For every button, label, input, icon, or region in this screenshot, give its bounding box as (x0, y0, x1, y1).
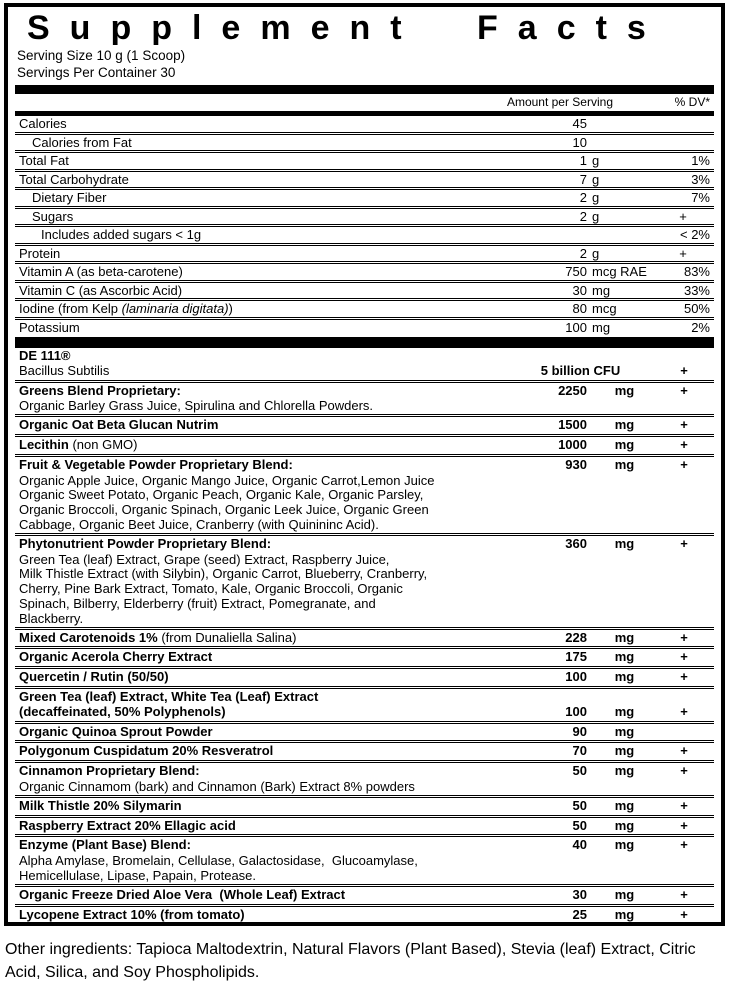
nutrient-name (15, 117, 499, 131)
nutrient-name-italic: (laminaria digitata) (121, 301, 229, 316)
ingredient-row (15, 795, 714, 815)
nutrient-row (15, 261, 714, 280)
ingredient-name-bold: Organic Quinoa Sprout Powder (19, 723, 213, 739)
ingredient-name (15, 349, 499, 379)
ingredient-row (15, 884, 714, 904)
ingredient-row (15, 533, 714, 553)
ingredient-sublist-line: Cherry, Pine Bark Extract, Tomato, Kale, Organic Broccoli, Organic (19, 581, 403, 597)
ingredient-sublist-line: Organic Broccoli, Organic Spinach, Organic Leek Juice, Organic Green (19, 502, 429, 518)
nutrient-name (15, 321, 499, 335)
ingredient-daily-value: + (680, 629, 688, 645)
nutrient-name-text: Includes added sugars < 1g (41, 227, 202, 242)
nutrient-unit: g (592, 208, 600, 224)
ingredient-name (15, 764, 499, 779)
nutrient-unit: mcg (592, 301, 617, 316)
nutrient-name-text: Vitamin C (as Ascorbic Acid) (19, 282, 183, 298)
nutrient-daily-value: 3% (691, 171, 710, 187)
ingredient-amount: 2250 (558, 382, 587, 398)
ingredient-unit: mg (614, 535, 635, 551)
nutrient-name-text: Total Fat (19, 153, 69, 168)
nutrient-unit: g (592, 190, 600, 205)
nutrient-name-text: Calories from Fat (32, 134, 132, 150)
ingredient-unit: mg (614, 703, 635, 719)
nutrient-amount: 100 (565, 319, 587, 335)
ingredient-daily-value: + (680, 417, 688, 433)
nutrient-daily-value: < 2% (680, 227, 710, 242)
ingredient-daily-value: + (680, 837, 688, 853)
ingredient-daily-value: + (680, 456, 688, 472)
nutrient-daily-value: 2% (691, 319, 710, 335)
ingredient-daily-value: + (680, 669, 688, 685)
ingredient-name-bold: Green Tea (leaf) Extract, White Tea (Leaf) Extract (19, 688, 319, 704)
nutrient-amount: 2 (579, 208, 587, 224)
ingredient-name-line2: Bacillus Subtilis (19, 362, 110, 378)
ingredient-row (15, 434, 714, 454)
serving-size: Serving Size 10 g (1 Scoop) (17, 48, 186, 63)
ingredient-amount: 90 (572, 723, 587, 739)
ingredient-row (15, 760, 714, 780)
nutrient-daily-value: 1% (691, 153, 710, 168)
ingredient-daily-value: + (680, 817, 688, 833)
ingredient-sublist-line: Organic Apple Juice, Organic Mango Juice, Organic Carrot,Lemon Juice (19, 472, 435, 488)
nutrient-amount: 45 (572, 116, 587, 131)
ingredient-daily-value: + (680, 649, 688, 665)
nutrient-name-text: Iodine (from Kelp (19, 301, 122, 316)
ingredient-amount: 40 (572, 837, 587, 853)
ingredient-name (15, 438, 499, 453)
ingredient-name (15, 384, 499, 399)
nutrient-unit: mg (592, 282, 611, 298)
amount-column-header: Amount per Serving (506, 95, 613, 109)
nutrient-row (15, 224, 714, 243)
divider-bar-top (15, 85, 714, 94)
nutrient-name (15, 302, 499, 316)
ingredient-row (15, 740, 714, 760)
ingredient-name-bold: Milk Thistle 20% Silymarin (19, 797, 182, 813)
nutrient-name-text: Protein (19, 245, 61, 261)
ingredient-daily-value: + (680, 436, 688, 452)
ingredient-name (15, 888, 499, 903)
ingredient-sublist-line: Hemicellulase, Lipase, Papain, Protease. (19, 867, 257, 883)
ingredient-daily-value: + (680, 763, 688, 779)
dv-column-header: % DV* (674, 95, 710, 109)
ingredient-row (15, 414, 714, 434)
nutrient-daily-value: + (679, 208, 687, 224)
ingredient-amount: 360 (565, 535, 587, 551)
nutrient-unit: mcg RAE (592, 264, 647, 279)
ingredient-row (15, 380, 714, 400)
ingredient-row (15, 923, 714, 926)
ingredient-sublist-line: Milk Thistle Extract (with Silybin), Organic Carrot, Blueberry, Cranberry, (19, 566, 428, 582)
other-ingredients: Other ingredients: Tapioca Maltodextrin, Natural Flavors (Plant Based), Stevia (leaf) Extract, Citric Acid, Silica, and Soy Phospholipids. (5, 941, 696, 981)
nutrient-name (15, 154, 499, 168)
ingredient-name-bold: Lycopene Extract 10% (from tomato) (19, 906, 245, 922)
nutrient-amount: 7 (579, 171, 587, 187)
ingredient-unit: mg (614, 456, 635, 472)
ingredient-name (15, 650, 499, 665)
ingredient-daily-value: + (680, 535, 688, 551)
ingredient-unit: mg (614, 797, 635, 813)
ingredient-unit: mg (614, 743, 635, 759)
ingredient-name (15, 908, 499, 923)
nutrient-unit: mg (592, 319, 611, 335)
nutrient-name (15, 284, 499, 298)
ingredient-sublist-line: Organic Sweet Potato, Organic Peach, Organic Kale, Organic Parsley, (19, 487, 424, 503)
divider-bar-middle (15, 337, 714, 348)
nutrient-daily-value: + (679, 245, 687, 261)
nutrient-row (15, 169, 714, 188)
ingredient-daily-value: + (680, 382, 688, 398)
nutrient-amount: 750 (565, 264, 587, 279)
ingredient-name-bold: Mixed Carotenoids 1% (19, 629, 158, 645)
nutrient-name (15, 247, 499, 261)
nutrient-amount: 10 (572, 134, 587, 150)
ingredient-name (15, 725, 499, 740)
nutrient-row (15, 116, 714, 132)
ingredient-unit: mg (614, 906, 635, 922)
ingredient-amount: 50 (572, 797, 587, 813)
ingredient-name (15, 838, 499, 853)
nutrient-name-text: Dietary Fiber (32, 190, 107, 205)
nutrient-amount: 80 (572, 301, 587, 316)
ingredient-unit: mg (614, 837, 635, 853)
ingredient-amount: 100 (565, 669, 587, 685)
nutrient-amount: 2 (579, 190, 587, 205)
nutrient-name-text: Calories (19, 116, 67, 131)
nutrient-name-text: Sugars (32, 208, 74, 224)
ingredient-daily-value: + (680, 703, 688, 719)
ingredient-amount: 25 (572, 906, 587, 922)
nutrient-row (15, 280, 714, 299)
nutrient-name (15, 210, 499, 224)
nutrient-amount: 2 (579, 245, 587, 261)
ingredient-name (15, 744, 499, 759)
ingredient-unit: mg (614, 817, 635, 833)
nutrient-name (15, 228, 499, 242)
ingredient-unit: mg (614, 382, 635, 398)
ingredients-section (15, 348, 714, 926)
ingredient-amount: 50 (572, 817, 587, 833)
ingredient-unit: mg (614, 629, 635, 645)
ingredient-amount: 175 (565, 649, 587, 665)
ingredient-row (15, 454, 714, 474)
ingredient-amount: 100 (565, 703, 587, 719)
ingredient-name (15, 537, 499, 552)
ingredient-amount: 30 (572, 886, 587, 902)
ingredient-row (15, 627, 714, 647)
ingredient-name-bold: Fruit & Vegetable Powder Proprietary Blend: (19, 456, 293, 472)
ingredient-sublist-line: Cabbage, Organic Beet Juice, Cranberry (with Quinininc Acid). (19, 516, 379, 532)
ingredient-name (15, 690, 499, 720)
ingredient-sublist-line: Green Tea (leaf) Extract, Grape (seed) Extract, Raspberry Juice, (19, 551, 390, 567)
ingredient-unit: mg (614, 763, 635, 779)
ingredient-unit: mg (614, 649, 635, 665)
ingredient-daily-value: + (680, 797, 688, 813)
nutrient-unit: g (592, 153, 600, 168)
nutrient-row (15, 298, 714, 317)
nutrient-name (15, 265, 499, 279)
ingredient-name-bold: Cinnamon Proprietary Blend: (19, 763, 200, 779)
ingredient-row (15, 721, 714, 741)
ingredient-name-bold: Greens Blend Proprietary: (19, 382, 181, 398)
nutrient-daily-value: 50% (683, 301, 710, 316)
ingredient-name-bold: Organic Oat Beta Glucan Nutrim (19, 417, 219, 433)
column-header-row (15, 94, 714, 111)
nutrient-daily-value: 83% (683, 264, 710, 279)
ingredient-daily-value: + (680, 906, 688, 922)
ingredient-name-bold: Enzyme (Plant Base) Blend: (19, 837, 191, 853)
ingredient-name-bold: Raspberry Extract 20% Ellagic acid (19, 817, 236, 833)
ingredient-sublist-line: Organic Cinnamom (bark) and Cinnamon (Bark) Extract 8% powders (19, 778, 415, 794)
nutrition-facts-section (15, 116, 714, 335)
nutrient-daily-value: 33% (683, 282, 710, 298)
ingredient-name (15, 458, 499, 473)
nutrient-name-suffix: ) (228, 301, 233, 316)
ingredient-name (15, 799, 499, 814)
ingredient-row (15, 904, 714, 924)
ingredient-amount: 1000 (558, 436, 587, 452)
ingredient-unit: mg (614, 669, 635, 685)
nutrient-amount: 1 (579, 153, 587, 168)
ingredient-daily-value: + (680, 362, 688, 378)
ingredient-row (15, 834, 714, 854)
ingredient-unit: mg (614, 886, 635, 902)
ingredient-name (15, 418, 499, 433)
ingredient-name (15, 819, 499, 834)
ingredient-name-bold: DE 111® (19, 348, 71, 363)
ingredient-row (15, 815, 714, 835)
ingredient-amount: 70 (572, 743, 587, 759)
ingredient-unit: mg (614, 723, 635, 739)
ingredient-amount: 228 (565, 629, 587, 645)
nutrient-row (15, 206, 714, 225)
supplement-facts-panel (4, 3, 725, 926)
panel-title: Supplement Facts (27, 11, 666, 45)
ingredient-sublist-line: Blackberry. (19, 610, 84, 626)
nutrient-name (15, 191, 499, 205)
nutrient-unit: g (592, 245, 600, 261)
nutrient-daily-value: 7% (691, 190, 710, 205)
ingredient-unit: mg (614, 436, 635, 452)
ingredient-name (15, 670, 499, 685)
nutrient-name-text: Potassium (19, 319, 80, 335)
ingredient-amount: 5 billion CFU (540, 362, 621, 378)
nutrient-name (15, 173, 499, 187)
ingredient-row (15, 666, 714, 686)
nutrient-name-text: Vitamin A (as beta-carotene) (19, 264, 183, 279)
ingredient-daily-value: + (680, 743, 688, 759)
nutrient-name (15, 136, 499, 150)
servings-per-container: Servings Per Container 30 (17, 64, 176, 80)
ingredient-name (15, 631, 499, 646)
nutrient-row (15, 187, 714, 206)
nutrient-row (15, 317, 714, 336)
nutrient-unit: g (592, 171, 600, 187)
ingredient-name-bold: Lecithin (19, 436, 69, 452)
ingredient-daily-value: + (680, 886, 688, 902)
nutrient-row (15, 132, 714, 151)
nutrient-name-text: Total Carbohydrate (19, 171, 129, 187)
ingredient-amount: 50 (572, 763, 587, 779)
nutrient-row (15, 150, 714, 169)
ingredient-amount: 1500 (558, 417, 587, 433)
ingredient-row (15, 686, 714, 721)
nutrient-row (15, 243, 714, 262)
nutrient-amount: 30 (572, 282, 587, 298)
ingredient-unit: mg (614, 417, 635, 433)
ingredient-name-bold: Organic Acerola Cherry Extract (19, 649, 213, 665)
ingredient-name-bold: Quercetin / Rutin (50/50) (19, 669, 169, 685)
ingredient-name-note: (non GMO) (68, 436, 138, 452)
ingredient-row (15, 348, 714, 380)
ingredient-name-bold: Organic Freeze Dried Aloe Vera (Whole Leaf) Extract (19, 886, 346, 902)
ingredient-sublist-line: Spinach, Bilberry, Elderberry (fruit) Extract, Pomegranate, and (19, 595, 376, 611)
ingredient-row (15, 646, 714, 666)
ingredient-name-bold: Polygonum Cuspidatum 20% Resveratrol (19, 743, 274, 759)
ingredient-amount: 930 (565, 456, 587, 472)
ingredient-name-note: (from Dunaliella Salina) (157, 629, 297, 645)
ingredient-name-line2: (decaffeinated, 50% Polyphenols) (19, 703, 226, 719)
ingredient-sublist-line: Alpha Amylase, Bromelain, Cellulase, Galactosidase, Glucoamylase, (19, 853, 418, 869)
ingredient-sublist-line: Organic Barley Grass Juice, Spirulina and Chlorella Powders. (19, 398, 374, 414)
ingredient-name-bold: Phytonutrient Powder Proprietary Blend: (19, 535, 272, 551)
